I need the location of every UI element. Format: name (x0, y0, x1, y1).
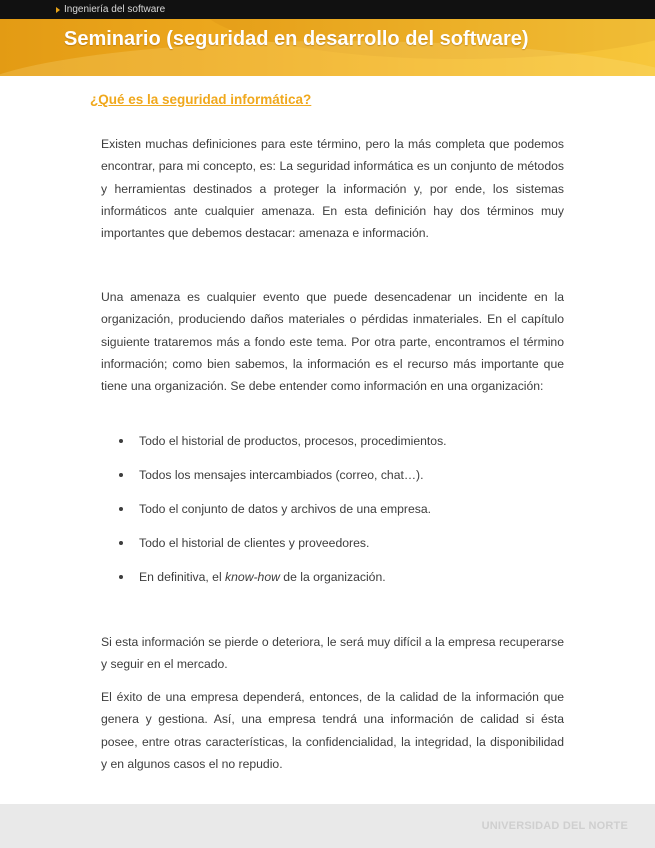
breadcrumb: Ingeniería del software (64, 4, 166, 15)
bullet-icon (119, 439, 123, 443)
list-item (118, 430, 568, 464)
footer-brand: UNIVERSIDAD DEL NORTE (481, 820, 628, 832)
list-item (118, 532, 568, 566)
paragraph: Existen muchas definiciones para este término, pero la más completa que podemos encontrar, para mi concepto, es: La seguridad informática es un conjunto de métodos y herramientas destinados a proteger la información y, por ende, los sistemas informáticos ante cualquier amenaza. En esta definición hay dos términos muy importantes que debemos destacar: amenaza e información. (101, 137, 564, 241)
list-item-text-prefix: En definitiva, el (139, 570, 226, 584)
bullet-icon (119, 541, 123, 545)
list-item-text: Todo el historial de productos, procesos, procedimientos. (139, 434, 447, 448)
bullet-icon (119, 507, 123, 511)
title-banner (0, 19, 655, 76)
list-item (118, 566, 568, 600)
bullet-icon (119, 575, 123, 579)
paragraph: Una amenaza es cualquier evento que puede desencadenar un incidente en la organización, produciendo daños materiales o pérdidas inmateriales. En el capítulo siguiente trataremos más a fondo este tema. Por otra parte, encontramos el término información; como bien sabemos, la información es el recurso más importante que tiene una organización. Se debe entender como información en una organización: (101, 290, 564, 394)
page-title: Seminario (seguridad en desarrollo del software) (64, 28, 529, 50)
bullet-list (118, 430, 568, 600)
top-bar (0, 0, 655, 19)
list-item (118, 498, 568, 532)
list-item (118, 464, 568, 498)
list-item-italic: know-how (225, 570, 280, 584)
list-item-text: Todo el historial de clientes y proveedores. (139, 536, 370, 550)
paragraph: Si esta información se pierde o deteriora, le será muy difícil a la empresa recuperarse y seguir en el mercado. (101, 635, 564, 672)
triangle-right-icon (56, 7, 60, 13)
list-item-text-suffix: de la organización. (279, 570, 386, 584)
list-item-text: Todo el conjunto de datos y archivos de una empresa. (139, 502, 432, 516)
bullet-icon (119, 473, 123, 477)
footer (0, 804, 655, 848)
list-item-text: Todos los mensajes intercambiados (correo, chat…). (139, 468, 424, 482)
paragraph: El éxito de una empresa dependerá, entonces, de la calidad de la información que genera y gestiona. Así, una empresa tendrá una información de calidad si ésta posee, entre otras características, la confidencialidad, la integridad, la disponibilidad y en algunos casos el no repudio. (101, 690, 564, 771)
section-heading: ¿Qué es la seguridad informática? (90, 92, 312, 107)
